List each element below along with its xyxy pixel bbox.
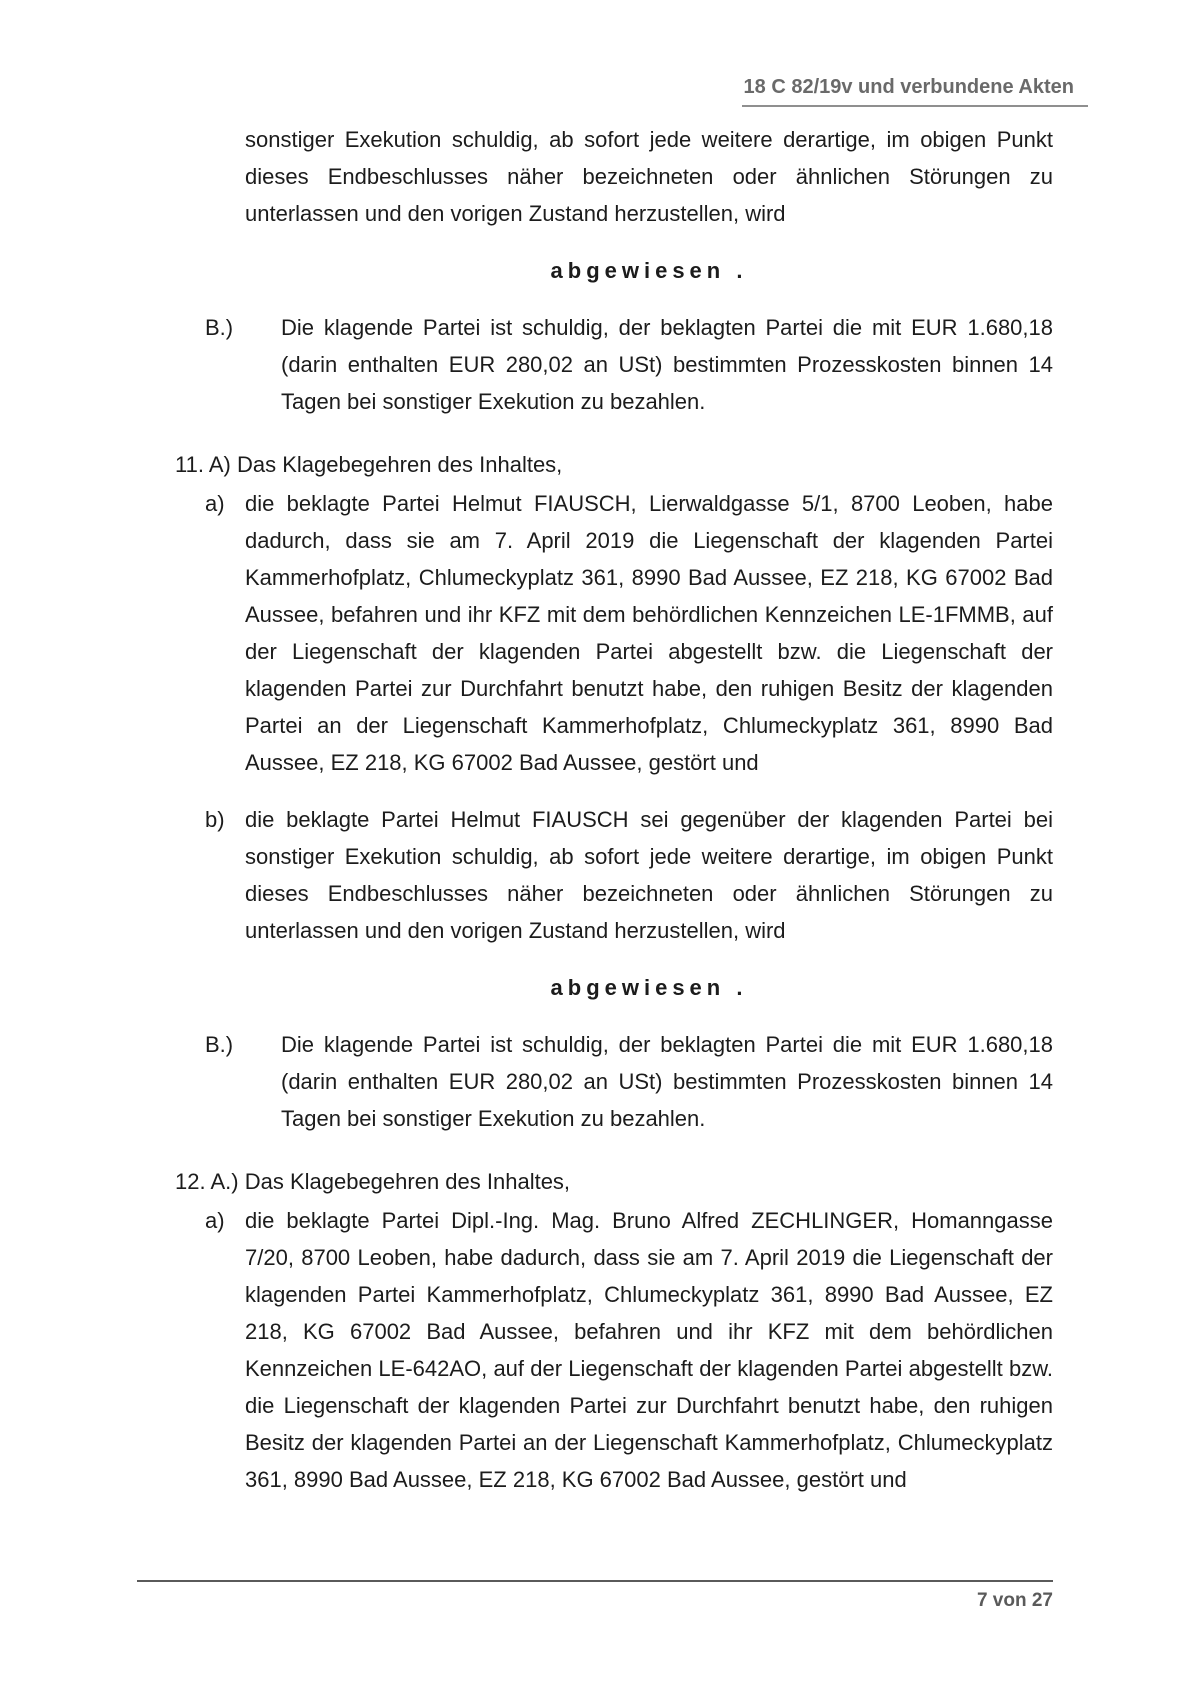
claim-item-11a-text: die beklagte Partei Helmut FIAUSCH, Lierwaldgasse 5/1, 8700 Leoben, habe dadurch, dass sie am 7. April 2019 die Liegenschaft der klagenden Partei Kammerhofplatz, Chlumeckyplatz 361, 8990 Bad Aussee, EZ 218, KG 67002 Bad Aussee, befahren und ihr KFZ mit dem behördlichen Kennzeichen LE-1FMMB, auf der Liegenschaft der klagenden Partei abgestellt bzw. die Liegenschaft der klagenden Partei zur Durchfahrt benutzt habe, den ruhigen Besitz der klagenden Partei an der Liegenschaft Kammerhofplatz, Chlumeckyplatz 361, 8990 Bad Aussee, EZ 218, KG 67002 Bad Aussee, gestört und xyxy=(245,491,1053,775)
cost-decision-label-1: B.) xyxy=(205,315,234,340)
section-heading-12: 12. A.) Das Klagebegehren des Inhaltes, xyxy=(175,1169,571,1194)
page-number: 7 von 27 xyxy=(976,1590,1053,1611)
claim-item-12a-text: die beklagte Partei Dipl.-Ing. Mag. Bruno Alfred ZECHLINGER, Homanngasse 7/20, 8700 Leoben, habe dadurch, dass sie am 7. April 2019 die Liegenschaft der klagenden Partei Kammerhofplatz, Chlumeckyplatz 361, 8990 Bad Aussee, EZ 218, KG 67002 Bad Aussee, befahren und ihr KFZ mit dem behördlichen Kennzeichen LE-642AO, auf der Liegenschaft der klagenden Partei abgestellt bzw. die Liegenschaft der klagenden Partei zur Durchfahrt benutzt habe, den ruhigen Besitz der klagenden Partei an der Liegenschaft Kammerhofplatz, Chlumeckyplatz 361, 8990 Bad Aussee, EZ 218, KG 67002 Bad Aussee, gestört und xyxy=(245,1208,1053,1492)
claim-item-12a xyxy=(205,1202,1053,1498)
cost-decision-item-2 xyxy=(205,1026,1053,1137)
case-reference: 18 C 82/19v und verbundene Akten xyxy=(742,76,1088,107)
footer-divider xyxy=(137,1580,1053,1582)
page-header xyxy=(742,76,1088,107)
cost-decision-text-2: Die klagende Partei ist schuldig, der beklagten Partei die mit EUR 1.680,18 (darin enthalten EUR 280,02 an USt) bestimmten Prozesskosten binnen 14 Tagen bei sonstiger Exekution zu bezahlen. xyxy=(281,1032,1053,1131)
claim-item-11b xyxy=(205,801,1053,949)
claim-item-12a-label: a) xyxy=(205,1208,225,1233)
cost-decision-label-2: B.) xyxy=(205,1032,234,1057)
verdict-line-1: abgewiesen . xyxy=(550,258,748,283)
continuation-paragraph: sonstiger Exekution schuldig, ab sofort jede weitere derartige, im obigen Punkt dieses Endbeschlusses näher bezeichneten oder ähnlichen Störungen zu unterlassen und den vorigen Zustand herzustellen, wird xyxy=(245,127,1053,226)
claim-item-11a-label: a) xyxy=(205,491,225,516)
cost-decision-text-1: Die klagende Partei ist schuldig, der beklagten Partei die mit EUR 1.680,18 (darin enthalten EUR 280,02 an USt) bestimmten Prozesskosten binnen 14 Tagen bei sonstiger Exekution zu bezahlen. xyxy=(281,315,1053,414)
document-body xyxy=(175,121,1053,1518)
claim-item-11b-text: die beklagte Partei Helmut FIAUSCH sei gegenüber der klagenden Partei bei sonstiger Exekution schuldig, ab sofort jede weitere derartige, im obigen Punkt dieses Endbeschlusses näher bezeichneten oder ähnlichen Störungen zu unterlassen und den vorigen Zustand herzustellen, wird xyxy=(245,807,1053,943)
verdict-line-2: abgewiesen . xyxy=(550,975,748,1000)
claim-item-11a xyxy=(205,485,1053,781)
cost-decision-item-1 xyxy=(205,309,1053,420)
claim-item-11b-label: b) xyxy=(205,807,225,832)
section-heading-11: 11. A) Das Klagebegehren des Inhaltes, xyxy=(175,452,563,477)
